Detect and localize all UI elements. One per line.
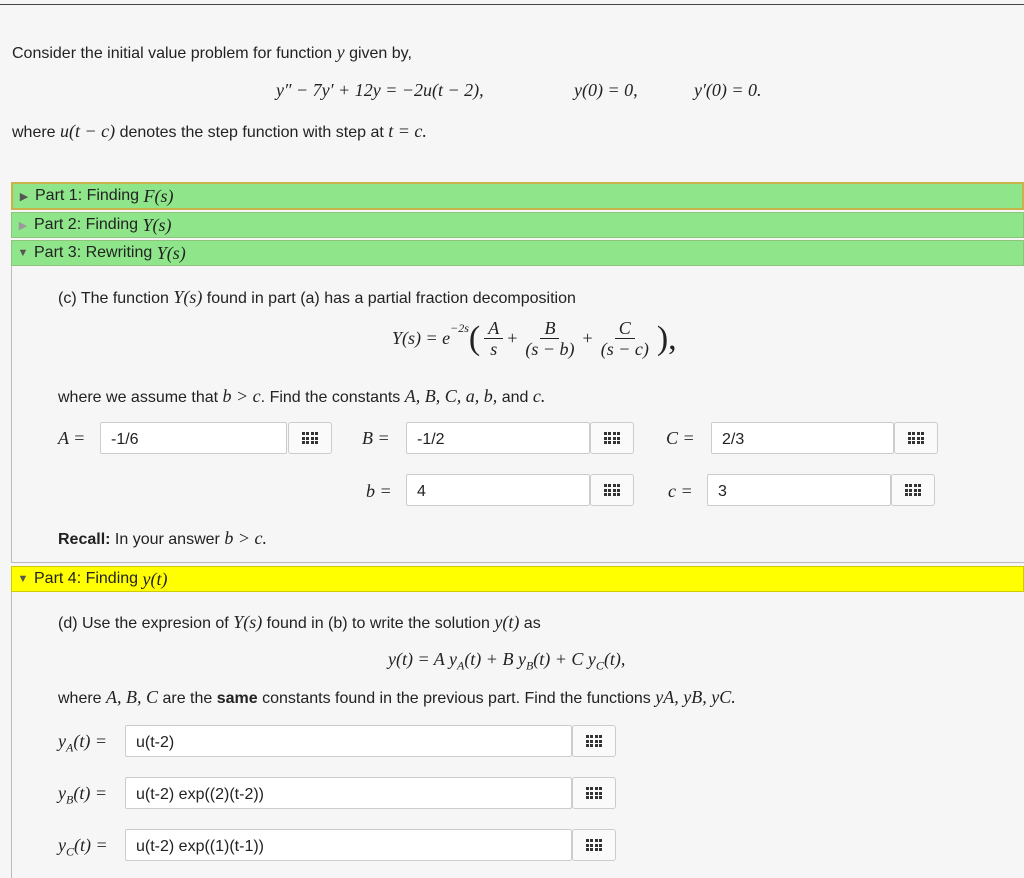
keyboard-icon[interactable] xyxy=(572,777,616,809)
field-c-input[interactable]: 2/3 xyxy=(711,422,894,454)
math: c. xyxy=(532,386,546,406)
initial-condition-2: y′(0) = 0. xyxy=(694,80,762,100)
lbl: y xyxy=(58,835,66,855)
field-small-b-input[interactable]: 4 xyxy=(406,474,590,506)
math: Y(s) xyxy=(233,612,263,632)
collapse-arrow-icon: ▼ xyxy=(17,573,29,585)
text: found in (b) to write the solution xyxy=(266,615,490,632)
field-a-label: A = xyxy=(58,428,86,448)
part4-text1 xyxy=(58,612,541,633)
text: where xyxy=(58,690,102,707)
part-4-header[interactable] xyxy=(11,566,1024,592)
den: (s − c) xyxy=(600,339,649,359)
math: A, B, C, a, b, xyxy=(404,386,498,406)
fraction-b xyxy=(521,318,578,359)
eq-sub: B xyxy=(525,658,534,673)
field-a-input[interactable]: -1/6 xyxy=(100,422,287,454)
part-4-label: Part 4: Finding xyxy=(34,570,139,587)
collapse-arrow-icon: ▼ xyxy=(17,247,29,259)
recall-bold: Recall: xyxy=(58,531,111,548)
eq-part: (t) + B y xyxy=(464,649,526,669)
keyboard-icon[interactable] xyxy=(894,422,938,454)
expand-arrow-icon: ▶ xyxy=(19,190,29,203)
text: as xyxy=(523,615,541,632)
eq-paren: ( xyxy=(468,319,481,357)
num: C xyxy=(615,318,635,339)
eq-sub: A xyxy=(456,658,465,673)
math: yA, yB, yC. xyxy=(655,687,736,707)
part-1-label: Part 1: Finding xyxy=(35,187,140,204)
text: where we assume that xyxy=(58,389,219,406)
text: (d) Use the expresion of xyxy=(58,615,229,632)
plus: + xyxy=(582,328,593,348)
math: y(t) xyxy=(494,612,520,632)
part-1-header[interactable] xyxy=(11,182,1024,210)
where-mid: denotes the step function with step at xyxy=(119,124,384,141)
fraction-c xyxy=(597,318,653,359)
ya-label xyxy=(58,731,107,756)
partial-fraction-equation xyxy=(392,318,677,359)
sub: B xyxy=(66,792,74,807)
math: b > c. xyxy=(224,528,267,548)
eq-part: (t), xyxy=(603,649,626,669)
text: found in part (a) has a partial fraction decomposition xyxy=(206,290,576,307)
part-4-math: y(t) xyxy=(142,568,168,589)
text: (c) The function xyxy=(58,290,169,307)
keyboard-icon[interactable] xyxy=(288,422,332,454)
field-small-b-label: b = xyxy=(366,481,392,501)
ode-equation: y″ − 7y′ + 12y = −2u(t − 2), xyxy=(276,80,484,100)
lbl-end: (t) = xyxy=(74,835,108,855)
part-3-label: Part 3: Rewriting xyxy=(34,244,153,261)
problem-intro xyxy=(12,42,412,63)
lbl-end: (t) = xyxy=(73,783,107,803)
part-3-header[interactable] xyxy=(11,240,1024,266)
intro-var: y xyxy=(336,42,345,62)
math: Y(s) xyxy=(173,287,203,307)
step-function-note xyxy=(12,121,427,142)
den: (s − b) xyxy=(525,339,575,359)
yc-label xyxy=(58,835,108,860)
yc-input[interactable]: u(t-2) exp((1)(t-1)) xyxy=(125,829,572,861)
field-c-label: C = xyxy=(666,428,695,448)
part3-text1 xyxy=(58,287,576,308)
lbl: y xyxy=(58,731,66,751)
eq-sub: C xyxy=(595,658,604,673)
fraction-a xyxy=(484,318,503,359)
eq-part: (t) + C y xyxy=(533,649,596,669)
eq-part: y(t) = A y xyxy=(388,649,457,669)
initial-condition-1: y(0) = 0, xyxy=(574,80,638,100)
keyboard-icon[interactable] xyxy=(572,725,616,757)
eq-exponent: −2s xyxy=(450,321,469,335)
eq-paren-close: ), xyxy=(656,319,677,357)
recall-note xyxy=(58,528,267,549)
num: B xyxy=(540,318,559,339)
intro-end: given by, xyxy=(349,45,412,62)
ya-input[interactable]: u(t-2) xyxy=(125,725,572,757)
sub: C xyxy=(66,844,75,859)
keyboard-icon[interactable] xyxy=(590,474,634,506)
intro-text: Consider the initial value problem for function xyxy=(12,45,333,62)
field-small-c-input[interactable]: 3 xyxy=(707,474,891,506)
keyboard-icon[interactable] xyxy=(572,829,616,861)
part-3-math: Y(s) xyxy=(156,242,186,263)
math: A, B, C xyxy=(106,687,159,707)
plus: + xyxy=(507,328,518,348)
step-func: u(t − c) xyxy=(60,121,116,141)
field-small-c-label: c = xyxy=(668,481,693,501)
part-2-label: Part 2: Finding xyxy=(34,216,139,233)
part-3-panel xyxy=(11,266,1024,563)
lbl: y xyxy=(58,783,66,803)
field-b-label: B = xyxy=(362,428,390,448)
top-divider xyxy=(0,4,1024,5)
where-end: t = c. xyxy=(388,121,427,141)
part3-text2 xyxy=(58,386,545,407)
solution-equation xyxy=(388,649,625,674)
text: In your answer xyxy=(114,531,220,548)
part-2-header[interactable] xyxy=(11,212,1024,238)
text: and xyxy=(501,389,529,406)
den: s xyxy=(490,339,498,359)
where-text: where xyxy=(12,124,56,141)
part-2-math: Y(s) xyxy=(142,214,172,235)
expand-arrow-icon: ▶ xyxy=(18,219,28,232)
yb-label xyxy=(58,783,107,808)
part-1-math: F(s) xyxy=(143,185,174,206)
text: constants found in the previous part. Find the functions xyxy=(262,690,651,707)
sub: A xyxy=(66,740,74,755)
bold-text: same xyxy=(216,690,258,707)
keyboard-icon[interactable] xyxy=(891,474,935,506)
lbl-end: (t) = xyxy=(73,731,107,751)
part4-text2 xyxy=(58,687,736,708)
keyboard-icon[interactable] xyxy=(590,422,634,454)
math: b > c xyxy=(222,386,261,406)
eq-lhs: Y(s) = e xyxy=(392,328,451,348)
yb-input[interactable]: u(t-2) exp((2)(t-2)) xyxy=(125,777,572,809)
text: . Find the constants xyxy=(260,389,401,406)
field-b-input[interactable]: -1/2 xyxy=(406,422,590,454)
text: are the xyxy=(162,690,213,707)
num: A xyxy=(484,318,503,339)
